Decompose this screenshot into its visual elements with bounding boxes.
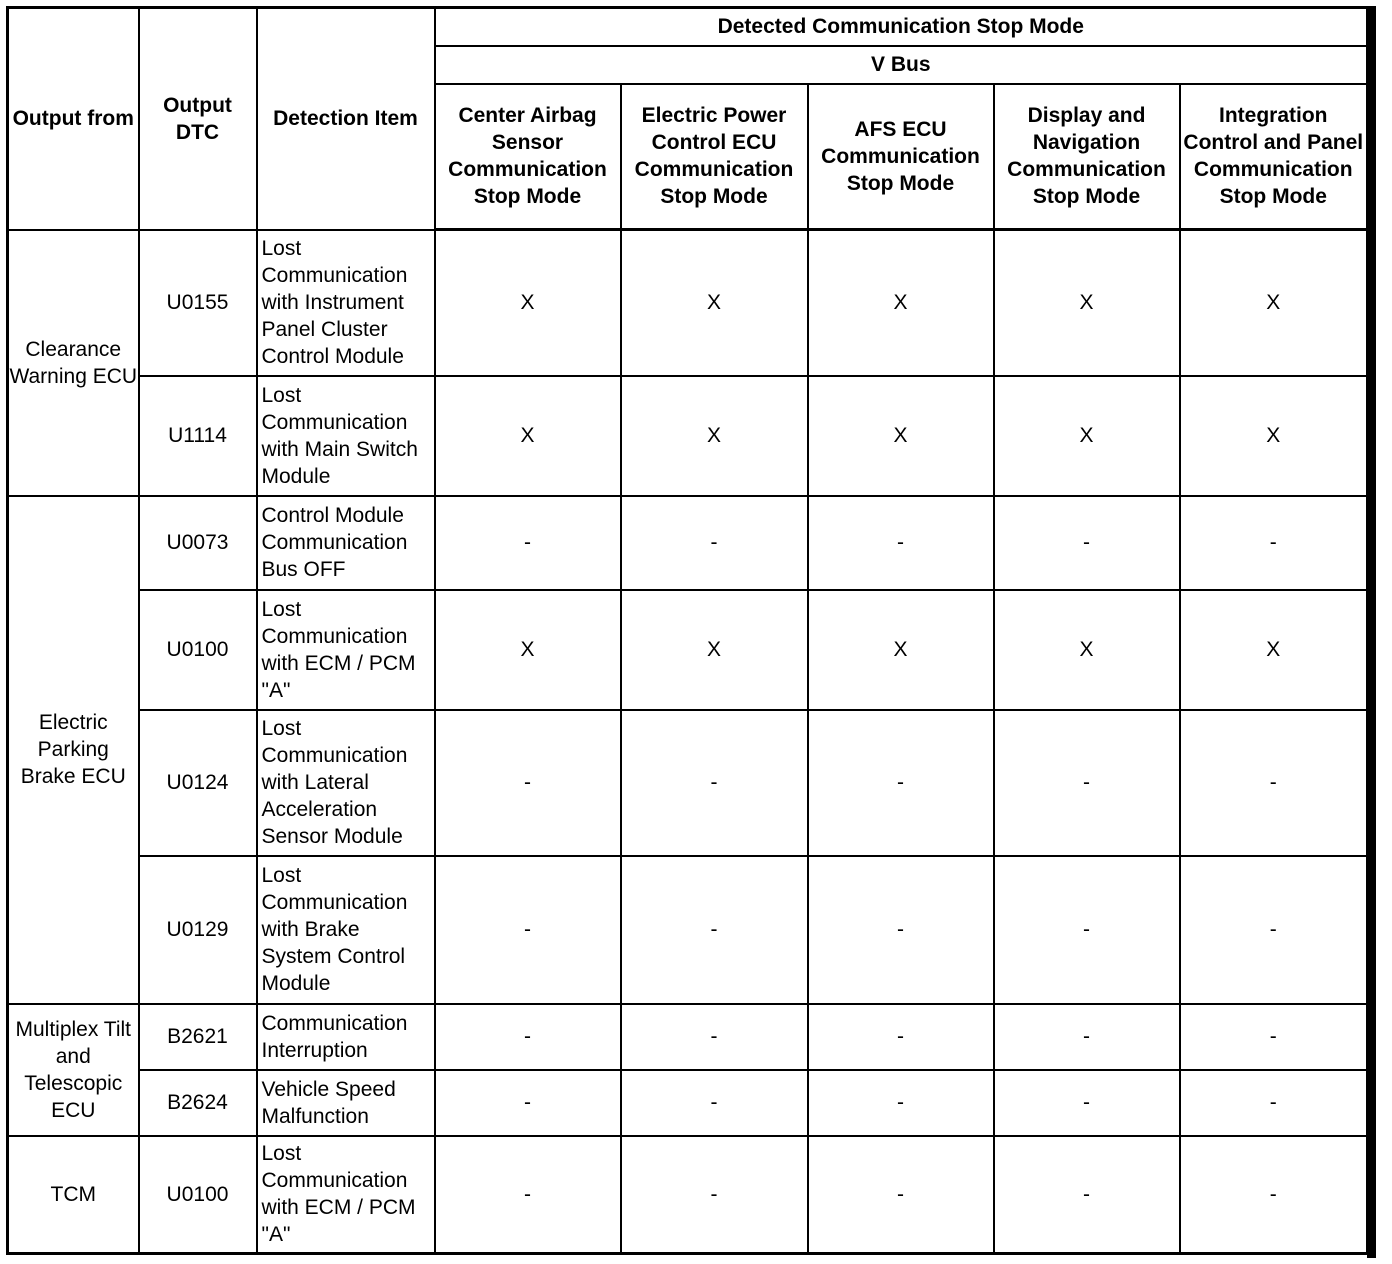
mark-cell: X [435,590,621,710]
header-mode: Display and Navigation Communication Stop Mode [994,84,1180,230]
mark-cell: - [808,856,994,1004]
detection-item-cell: Communication Interruption [257,1004,435,1070]
table-row [8,1004,1368,1070]
header-detected-mode: Detected Communication Stop Mode [435,8,1368,46]
output-from-cell: Clearance Warning ECU [8,230,139,496]
mark-cell: X [621,590,808,710]
mark-cell: - [808,1070,994,1136]
mark-cell: X [1180,590,1368,710]
mark-cell: - [808,1004,994,1070]
mark-cell: - [1180,496,1368,590]
table-row [8,1136,1368,1254]
detection-item-cell: Vehicle Speed Malfunction [257,1070,435,1136]
dtc-cell: B2621 [139,1004,257,1070]
header-bus: V Bus [435,46,1368,84]
output-from-cell: Multiplex Tilt and Telescopic ECU [8,1004,139,1136]
dtc-table-container [6,6,1366,1255]
mark-cell: - [435,1136,621,1254]
mark-cell: - [994,710,1180,856]
mark-cell: - [435,856,621,1004]
dtc-cell: U0100 [139,1136,257,1254]
mark-cell: X [994,590,1180,710]
mark-cell: - [994,496,1180,590]
mark-cell: - [808,496,994,590]
header-mode: Electric Power Control ECU Communication Stop Mode [621,84,808,230]
mark-cell: X [808,590,994,710]
mark-cell: X [621,230,808,376]
header-mode: AFS ECU Communication Stop Mode [808,84,994,230]
mark-cell: - [435,1070,621,1136]
mark-cell: - [1180,1004,1368,1070]
mark-cell: - [1180,710,1368,856]
header-output-from: Output from [8,8,139,230]
mark-cell: - [621,1070,808,1136]
output-from-cell: Electric Parking Brake ECU [8,496,139,1004]
mark-cell: - [808,710,994,856]
header-mode: Integration Control and Panel Communication Stop Mode [1180,84,1368,230]
header-mode: Center Airbag Sensor Communication Stop Mode [435,84,621,230]
mark-cell: - [994,1070,1180,1136]
mark-cell: X [1180,230,1368,376]
mark-cell: - [994,1136,1180,1254]
detection-item-cell: Lost Communication with ECM / PCM "A" [257,1136,435,1254]
mark-cell: X [1180,376,1368,496]
page-edge-bar [1367,6,1376,1258]
table-row [8,590,1368,710]
mark-cell: X [435,230,621,376]
mark-cell: - [435,1004,621,1070]
dtc-cell: U0155 [139,230,257,376]
mark-cell: - [621,710,808,856]
mark-cell: X [621,376,808,496]
mark-cell: - [435,710,621,856]
mark-cell: - [994,856,1180,1004]
dtc-cell: U1114 [139,376,257,496]
header-output-dtc: Output DTC [139,8,257,230]
detection-item-cell: Lost Communication with Lateral Acceleration Sensor Module [257,710,435,856]
detection-item-cell: Control Module Communication Bus OFF [257,496,435,590]
mark-cell: - [621,856,808,1004]
mark-cell: X [808,230,994,376]
mark-cell: - [1180,856,1368,1004]
mark-cell: - [435,496,621,590]
detection-item-cell: Lost Communication with Brake System Control Module [257,856,435,1004]
dtc-cell: U0129 [139,856,257,1004]
mark-cell: X [808,376,994,496]
table-row [8,230,1368,376]
detection-item-cell: Lost Communication with ECM / PCM "A" [257,590,435,710]
mark-cell: - [808,1136,994,1254]
mark-cell: - [1180,1070,1368,1136]
mark-cell: X [994,230,1180,376]
mark-cell: - [621,496,808,590]
output-from-cell: TCM [8,1136,139,1254]
mark-cell: X [435,376,621,496]
dtc-cell: B2624 [139,1070,257,1136]
table-row [8,856,1368,1004]
table-row [8,1070,1368,1136]
table-row [8,496,1368,590]
dtc-cell: U0124 [139,710,257,856]
communication-stop-mode-table [6,6,1369,1255]
table-row [8,376,1368,496]
mark-cell: - [1180,1136,1368,1254]
mark-cell: - [621,1004,808,1070]
table-row [8,710,1368,856]
dtc-cell: U0100 [139,590,257,710]
mark-cell: X [994,376,1180,496]
detection-item-cell: Lost Communication with Main Switch Module [257,376,435,496]
mark-cell: - [621,1136,808,1254]
detection-item-cell: Lost Communication with Instrument Panel Cluster Control Module [257,230,435,376]
dtc-cell: U0073 [139,496,257,590]
header-detection-item: Detection Item [257,8,435,230]
mark-cell: - [994,1004,1180,1070]
